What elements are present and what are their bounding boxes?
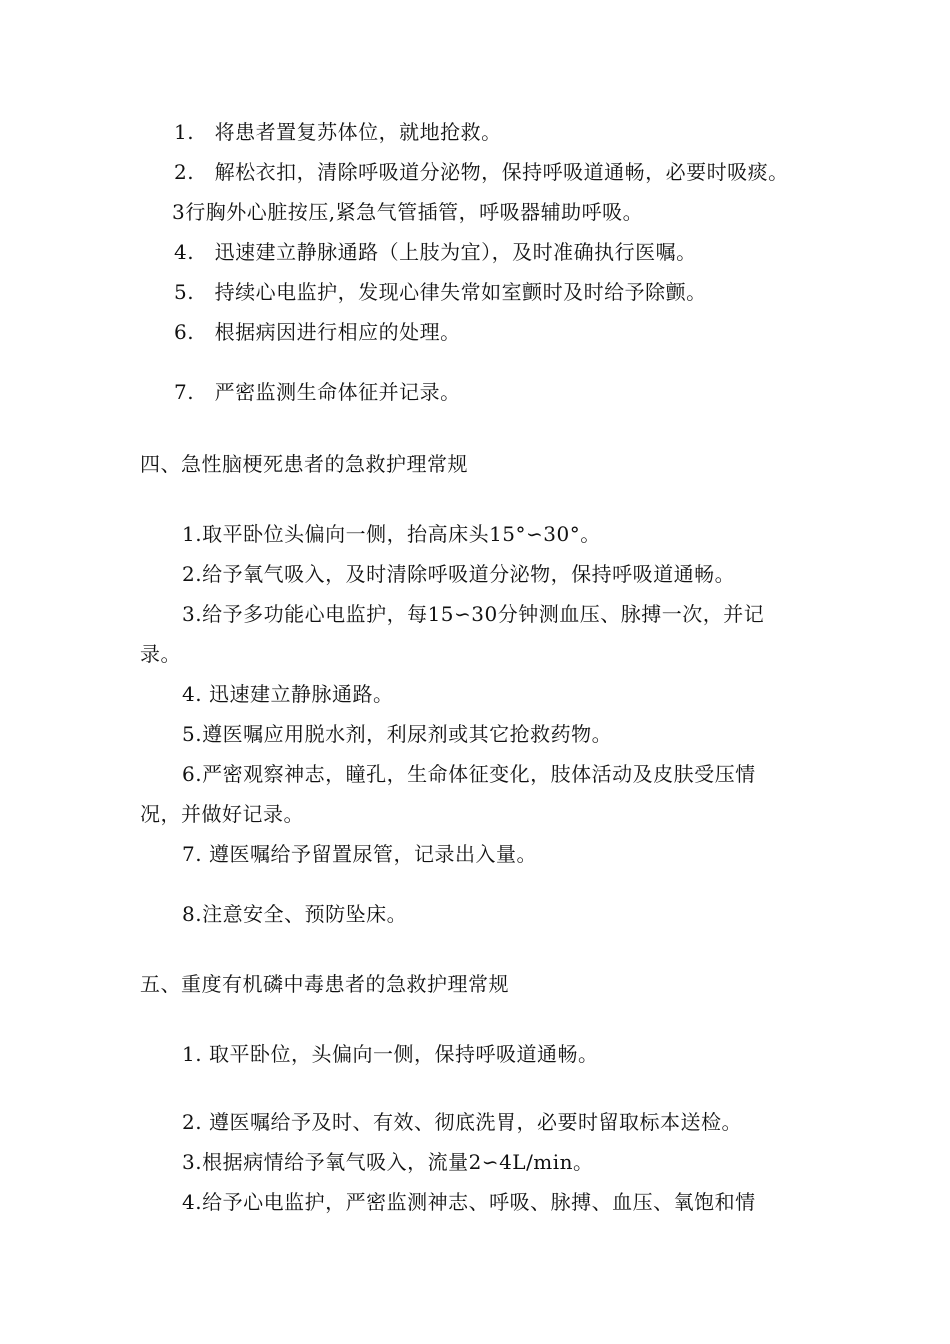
list-item: 1. 将患者置复苏体位，就地抢救。 [174,120,502,144]
list-item: 3行胸外心脏按压,紧急气管插管，呼吸器辅助呼吸。 [172,200,644,224]
list-item: 3.给予多功能心电监护，每15∽30分钟测血压、脉搏一次，并记 [182,602,765,626]
list-item: 1. 取平卧位，头偏向一侧，保持呼吸道通畅。 [182,1042,599,1066]
list-item: 5. 持续心电监护，发现心律失常如室颤时及时给予除颤。 [174,280,707,304]
list-item: 4. 迅速建立静脉通路。 [182,682,394,706]
list-item: 4. 迅速建立静脉通路（上肢为宜），及时准确执行医嘱。 [174,240,697,264]
list-item: 7. 遵医嘱给予留置尿管，记录出入量。 [182,842,537,866]
list-item: 5.遵医嘱应用脱水剂，利尿剂或其它抢救药物。 [182,722,613,746]
list-item: 8.注意安全、预防坠床。 [182,902,408,926]
section-heading: 四、急性脑梗死患者的急救护理常规 [140,452,468,476]
list-item: 2. 解松衣扣，清除呼吸道分泌物，保持呼吸道通畅，必要时吸痰。 [174,160,789,184]
section-heading: 五、重度有机磷中毒患者的急救护理常规 [140,972,509,996]
list-item-continuation: 况，并做好记录。 [140,802,304,826]
list-item: 6. 根据病因进行相应的处理。 [174,320,461,344]
list-item: 7. 严密监测生命体征并记录。 [174,380,461,404]
list-item: 4.给予心电监护，严密监测神志、呼吸、脉搏、血压、氧饱和情 [182,1190,756,1214]
list-item: 2. 遵医嘱给予及时、有效、彻底洗胃，必要时留取标本送检。 [182,1110,742,1134]
list-item: 6.严密观察神志，瞳孔，生命体征变化，肢体活动及皮肤受压情 [182,762,756,786]
list-item: 3.根据病情给予氧气吸入，流量2∽4L/min。 [182,1150,594,1174]
list-item: 2.给予氧气吸入，及时清除呼吸道分泌物，保持呼吸道通畅。 [182,562,736,586]
list-item-continuation: 录。 [140,642,181,666]
list-item: 1.取平卧位头偏向一侧，抬高床头15°∽30°。 [182,522,601,546]
